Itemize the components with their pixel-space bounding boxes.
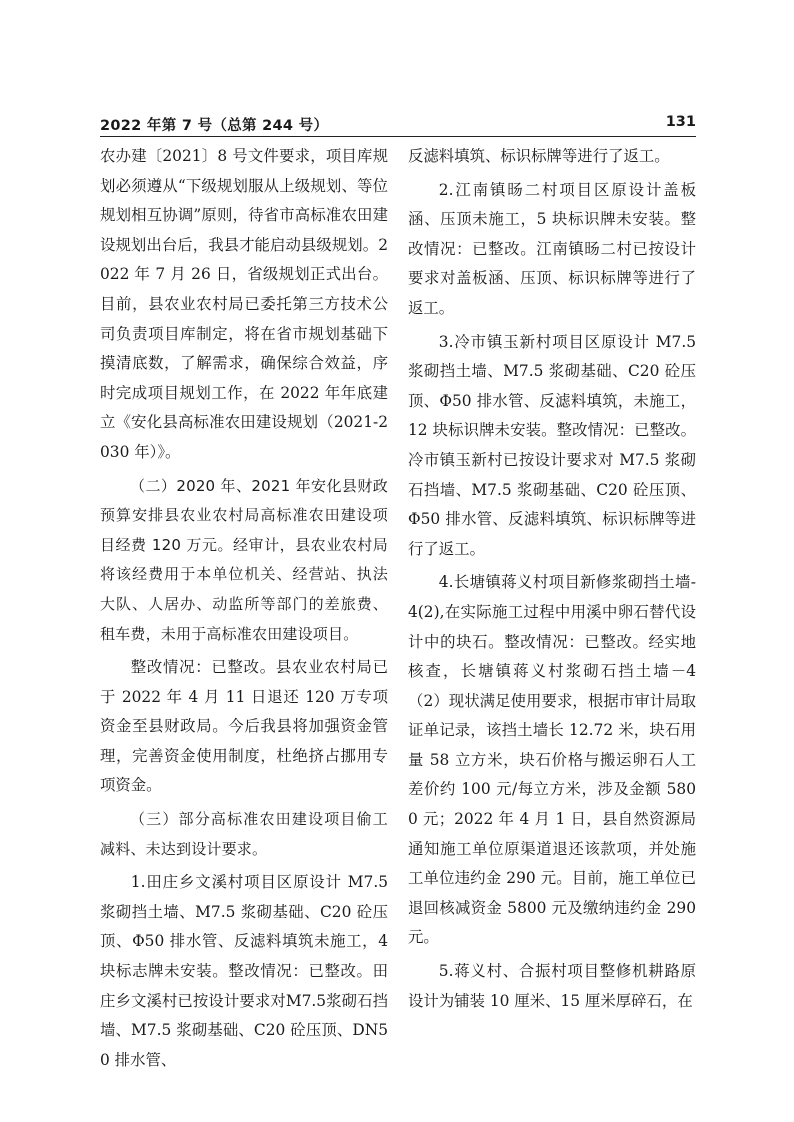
page-header — [100, 114, 696, 136]
header-rule — [100, 136, 696, 137]
left-column — [100, 142, 388, 1082]
page-number: 131 — [665, 114, 696, 130]
paragraph-item-4: 4.长塘镇蒋义村项目新修浆砌挡土墙-4(2),在实际施工过程中用溪中卵石替代设计中的块石。整改情况：已整改。经实地核查，长塘镇蒋义村浆砌石挡土墙－4（2）现状满足使用要求，根据市审计局取证单记录，该挡土墙长 12.72 米，块石用量 58 立方米，块石价格与搬运卵石人工差价约 100 元/每立方米，涉及金额 5800 元；2022 年 4 月 1 日，县自然资源局通知施工单位原渠道退还该款项，并处施工单位违约金 290 元。目前，施工单位已退回核减资金 5800 元及缴纳违约金 290 元。 — [408, 573, 696, 947]
paragraph-item-1-continuation: 反滤料填筑、标识标牌等进行了返工。 — [408, 147, 670, 165]
paragraph-item-1: 1.田庄乡文溪村项目区原设计 M7.5 浆砌挡土墙、M7.5 浆砌基础、C20 砼压顶、Φ50 排水管、反滤料填筑未施工，4 块标志牌未安装。整改情况：已整改。田庄乡文溪村已按设计要求对M7.5浆砌石挡墙、M7.5 浆砌基础、C20 砼压顶、DN50 排水管、 — [100, 873, 388, 1069]
paragraph-item-3: 3.冷市镇玉新村项目区原设计 M7.5 浆砌挡土墙、M7.5 浆砌基础、C20 砼压顶、Φ50 排水管、反滤料填筑，未施工，12 块标识牌未安装。整改情况：已整改。冷市镇玉新村已按设计要求对 M7.5 浆砌石挡墙、M7.5 浆砌基础、C20 砼压顶、Φ50 排水管、反滤料填筑、标识标牌等进行了返工。 — [408, 332, 696, 558]
right-column — [408, 142, 696, 1082]
paragraph-rectification-2: 整改情况：已整改。县农业农村局已于 2022 年 4 月 11 日退还 120 万专项资金至县财政局。今后我县将加强资金管理，完善资金使用制度，杜绝挤占挪用专项资金。 — [100, 658, 388, 795]
paragraph-plan-continuation: 农办建〔2021〕8 号文件要求，项目库规划必须遵从“下级规划服从上级规划、等位规划相互协调”原则，待省市高标准农田建设规划出台后，我县才能启动县级规划。2022 年 7 月 26 日，省级规划正式出台。目前，县农业农村局已委托第三方技术公司负责项目库制定，将在省市规划基础下摸清底数，了解需求，确保综合效益，序时完成项目规划工作，在 2022 年年底建立《安化县高标准农田建设规划（2021-2030 年）》。 — [100, 147, 388, 461]
paragraph-item-5: 5.蒋义村、合振村项目整修机耕路原设计为铺装 10 厘米、15 厘米厚碎石，在 — [408, 962, 696, 1010]
paragraph-issue-2: （二）2020 年、2021 年安化县财政预算安排县农业农村局高标准农田建设项目经费 120 万元。经审计，县农业农村局将该经费用于本单位机关、经营站、执法大队、人居办、动监所等部门的差旅费、租车费，未用于高标准农田建设项目。 — [100, 476, 388, 643]
issue-label: 2022 年第 7 号（总第 244 号） — [100, 118, 329, 134]
paragraph-issue-3: （三）部分高标准农田建设项目偷工减料、未达到设计要求。 — [100, 810, 388, 858]
paragraph-item-2: 2.江南镇旸二村项目区原设计盖板涵、压顶未施工，5 块标识牌未安装。整改情况：已整改。江南镇旸二村已按设计要求对盖板涵、压顶、标识标牌等进行了返工。 — [408, 180, 696, 317]
